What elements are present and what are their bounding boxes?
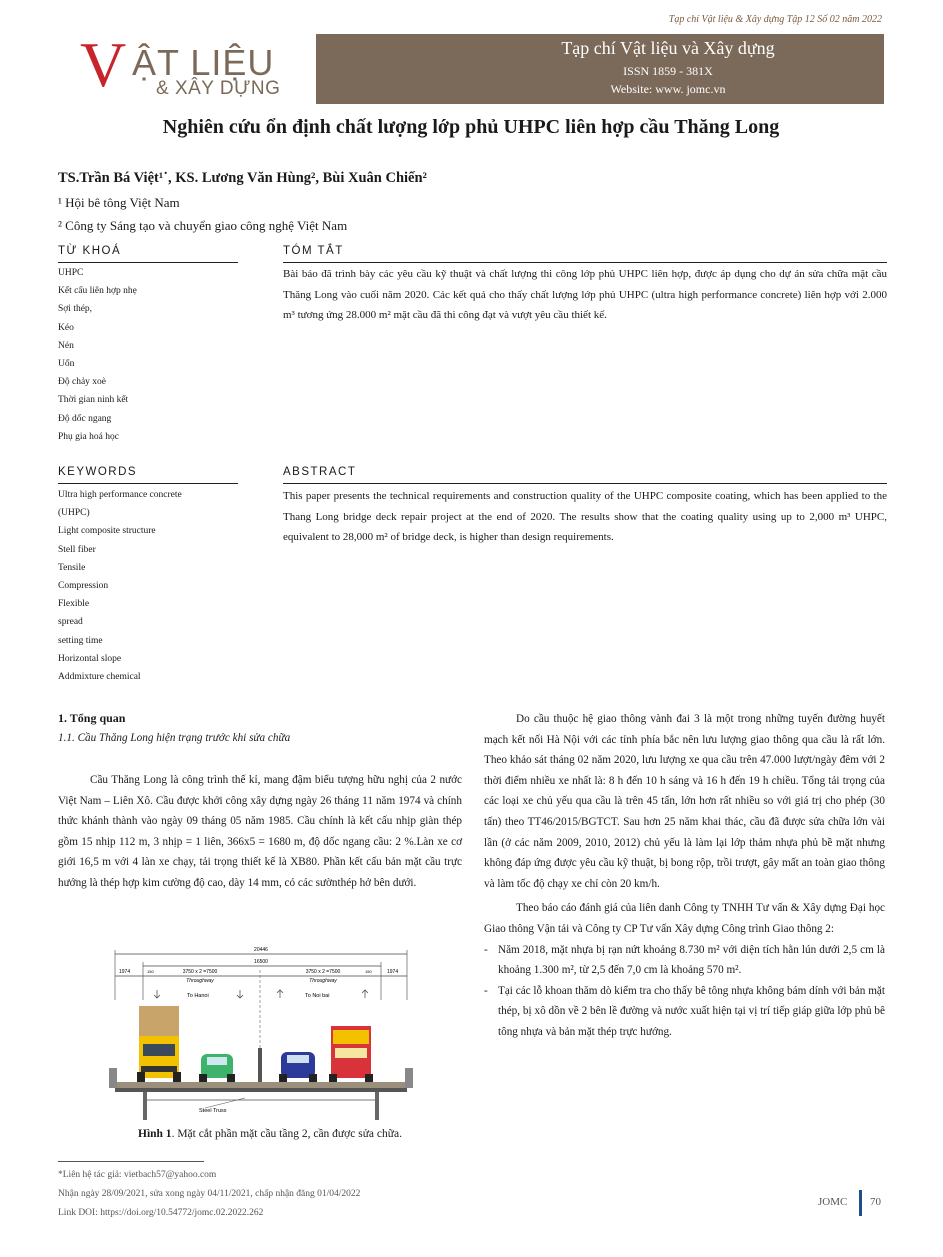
keyword-item: Addmixture chemical (58, 672, 141, 683)
abstract-en-text: This paper presents the technical requirements and construction quality of the UHPC composite coating, which has been applied to the Thang Long bridge deck repair project at the end of 2020. The results show that the coating quality using up to 2,000 m³ UHPC, equivalent to 28,000 m² of bridge deck, is higher than design requirements. (283, 490, 887, 543)
keywords-en-rule (58, 483, 238, 484)
abstract-en-rule (283, 483, 887, 484)
keywords-vi-heading: TỪ KHOÁ (58, 245, 122, 257)
footnote-doi: Link DOI: https://doi.org/10.54772/jomc.02.2022.262 (58, 1208, 264, 1218)
keyword-item: Độ chảy xoè (58, 377, 107, 388)
dim-lane-2: 3750 x 2 =7500 (305, 969, 341, 975)
caption-label: Hình 1 (138, 1128, 172, 1140)
red-bus-icon (329, 1026, 373, 1082)
dim-side-2: 150 (365, 969, 372, 974)
keyword-item: Horizontal slope (58, 653, 122, 664)
keyword-item: Stell fiber (58, 544, 96, 555)
keyword-item: Sợi thép, (58, 304, 93, 315)
journal-issn: ISSN 1859 - 381X (623, 64, 713, 78)
logo-main-text: ẬT LIỆU (132, 42, 275, 83)
section-heading-1: 1. Tổng quan (58, 711, 126, 725)
keywords-en-list (58, 486, 238, 686)
keyword-item: UHPC (58, 268, 84, 278)
affiliation-2: ² Công ty Sáng tạo và chuyển giao công nghệ Việt Nam (58, 218, 348, 233)
logo-sub-text: & XÂY DỰNG (156, 78, 281, 99)
caption-text: . Mặt cắt phần mặt cầu tầng 2, cần được sửa chữa. (171, 1128, 402, 1140)
keywords-en-heading: KEYWORDS (58, 466, 138, 478)
truss-left (143, 1092, 147, 1120)
truss-right (375, 1092, 379, 1120)
keyword-item: Flexible (58, 599, 90, 610)
journal-logo (58, 29, 316, 104)
yellow-truck-icon (137, 1006, 181, 1082)
journal-banner (58, 29, 884, 104)
running-header: Tạp chí Vật liệu & Xây dựng Tập 12 Số 02 năm 2022 (668, 14, 882, 25)
keyword-item: Thời gian ninh kết (58, 395, 129, 406)
right-barrier (405, 1068, 413, 1088)
bridge-cross-section-figure (95, 940, 425, 1126)
logo-v-letter: V (80, 29, 127, 100)
body-left-column (58, 770, 462, 894)
footer-divider (859, 1190, 862, 1216)
to-hanoi-label: To Hanoi (187, 993, 209, 999)
body-paragraph: Do cầu thuộc hệ giao thông vành đai 3 là một trong những tuyến đường huyết mạch kết nối Hà Nội với các tỉnh phía bắc nên lưu lượng giao thông qua cầu là rất lớn. Theo khảo sát tháng 02 năm 2020, lưu lượng xe qua cầu trên 47.000 lượt/ngày đêm với 2 thời điểm nhiều xe nhất là: 8 h đến 10 h sáng và 16 h đến 19 h chiều. Tổng tải trọng của các loại xe chủ yếu qua cầu là trên 45 tấn, lớn hơn rất nhiều so với giá trị cho phép (30 tấn) theo TT46/2015/BGTCT. Sau hơn 25 năm khai thác, cầu đã được sửa chữa lớn vài lần (ở các năm 2009, 2010, 2012) chủ yếu là làm lại lớp thảm nhựa phủ bề mặt nhưng không đáp ứng được yêu cầu kỹ thuật, bị bong rộp, trồi trượt, gây mất an toàn giao thông và làm tốc độ chạy xe chỉ còn 20 km/h. (484, 713, 885, 890)
dim-total: 20446 (254, 947, 268, 953)
body-paragraph: Cầu Thăng Long là công trình thế kỉ, mang đậm biểu tượng hữu nghị của 2 nước Việt Nam – Liên Xô. Cầu được khởi công xây dựng ngày 26 tháng 11 năm 1974 và chính thức khánh thành vào ngày 09 tháng 05 năm 1985. Cầu chính là kết cấu nhịp giàn thép gồm 15 nhịp 112 m, 3 nhịp = 1 liên, 366x5 = 1680 m, độ dốc ngang cầu: 2 %.Làn xe cơ giới 16,5 m với 4 làn xe chạy, tải trọng thiết kế là XB80. Phần kết cấu bản mặt cầu trực hướng là thép hợp kim cường độ cao, dày 14 mm, có các sườnthép hở bên dưới. (58, 774, 462, 889)
figure-caption (60, 1128, 480, 1140)
bullet-dash: - (484, 984, 488, 997)
keyword-item: Kéo (58, 322, 74, 333)
keyword-item: Tensile (58, 562, 86, 573)
bullet-text: Tại các lỗ khoan thăm dò kiểm tra cho thấy bê tông nhựa không bám dính với bản mặt thép, bị xô dồn về 2 bên lề đường và nước xuất hiện tại vị trí tiếp giáp giữa lớp phủ bê tông nhựa và bản mặt thép trực hướng. (498, 984, 885, 1038)
footer-journal: JOMC (818, 1196, 848, 1208)
dim-right: 1974 (387, 969, 399, 975)
keywords-vi-list (58, 264, 238, 446)
keyword-item: Compression (58, 581, 109, 592)
keywords-vi-rule (58, 262, 238, 263)
dim-lane-1: 3750 x 2 =7500 (182, 969, 218, 975)
lamp-post (258, 1048, 262, 1082)
paper-authors: TS.Trần Bá Việt¹˙, KS. Lương Văn Hùng², Bùi Xuân Chiến² (58, 170, 427, 186)
throughway-2: Throughway (309, 978, 337, 984)
body-right-column (484, 709, 885, 1043)
paper-title: Nghiên cứu ổn định chất lượng lớp phủ UHPC liên hợp cầu Thăng Long (162, 116, 780, 138)
section-heading-1-1: 1.1. Cầu Thăng Long hiện trạng trước khi sửa chữa (58, 732, 291, 744)
keyword-item: (UHPC) (58, 508, 90, 519)
affiliation-1: ¹ Hội bê tông Việt Nam (58, 195, 180, 210)
page-number: 70 (870, 1196, 881, 1208)
body-paragraph: Theo báo cáo đánh giá của liên danh Công ty TNHH Tư vấn & Xây dựng Đại học Giao thông Vận tải và Công ty CP Tư vấn Xây dựng Công trình Giao thông 2: (484, 902, 885, 935)
keyword-item: Kết cấu liên hợp nhẹ (58, 286, 137, 297)
deck-plate (115, 1088, 407, 1092)
journal-website: Website: www. jomc.vn (610, 82, 726, 96)
keyword-item: Độ dốc ngang (58, 413, 112, 424)
bullet-text: Năm 2018, mặt nhựa bị rạn nứt khoảng 8.730 m² với diện tích hằn lún dưới 2,5 cm là khoảng 1.300 m², từ 2,5 đến 7,0 cm là khoảng 570 m². (498, 943, 885, 977)
dim-left: 1974 (119, 969, 131, 975)
keyword-item: Light composite structure (58, 526, 156, 537)
blue-car-icon (279, 1052, 317, 1082)
green-car-icon (199, 1054, 235, 1082)
keyword-item: setting time (58, 635, 103, 646)
abstract-vi-text: Bài báo đã trình bày các yêu cầu kỹ thuật và chất lượng thi công lớp phủ UHPC liên hợp, được áp dụng cho dự án sửa chữa mặt cầu Thăng Long vào cuối năm 2020. Các kết quả cho thấy chất lượng lớp phủ UHPC (ultra high performance concrete) liên hợp với 2.000 m³ tương ứng 28.000 m² mặt cầu đã thi công đạt và vượt yêu cầu thiết kế. (283, 268, 887, 321)
steel-truss-label: Steel Truss (199, 1108, 227, 1114)
keyword-item: Ultra high performance concrete (58, 490, 182, 500)
abstract-vi-heading: TÓM TẮT (283, 245, 344, 257)
footnote-contact: *Liên hệ tác giả: vietbach57@yahoo.com (58, 1170, 217, 1180)
throughway-1: Throughway (186, 978, 214, 984)
footnote-dates: Nhận ngày 28/09/2021, sửa xong ngày 04/11/2021, chấp nhận đăng 01/04/2022 (58, 1189, 361, 1199)
dim-side-1: 150 (147, 969, 154, 974)
keyword-item: Uốn (58, 359, 75, 370)
keyword-item: Nén (58, 340, 74, 351)
abstract-vi-rule (283, 262, 887, 263)
bullet-item (484, 940, 885, 981)
to-noibai-label: To Noi bai (305, 993, 330, 999)
keyword-item: spread (58, 617, 83, 628)
abstract-en-heading: ABSTRACT (283, 466, 357, 478)
dim-inner: 16500 (254, 959, 268, 965)
journal-title: Tạp chí Vật liệu và Xây dựng (561, 38, 775, 58)
keyword-item: Phụ gia hoá học (58, 431, 119, 442)
left-barrier (109, 1068, 117, 1088)
bullet-item (484, 981, 885, 1043)
bullet-dash: - (484, 943, 488, 956)
footnote-rule (58, 1161, 204, 1162)
bridge-deck (115, 1082, 407, 1088)
